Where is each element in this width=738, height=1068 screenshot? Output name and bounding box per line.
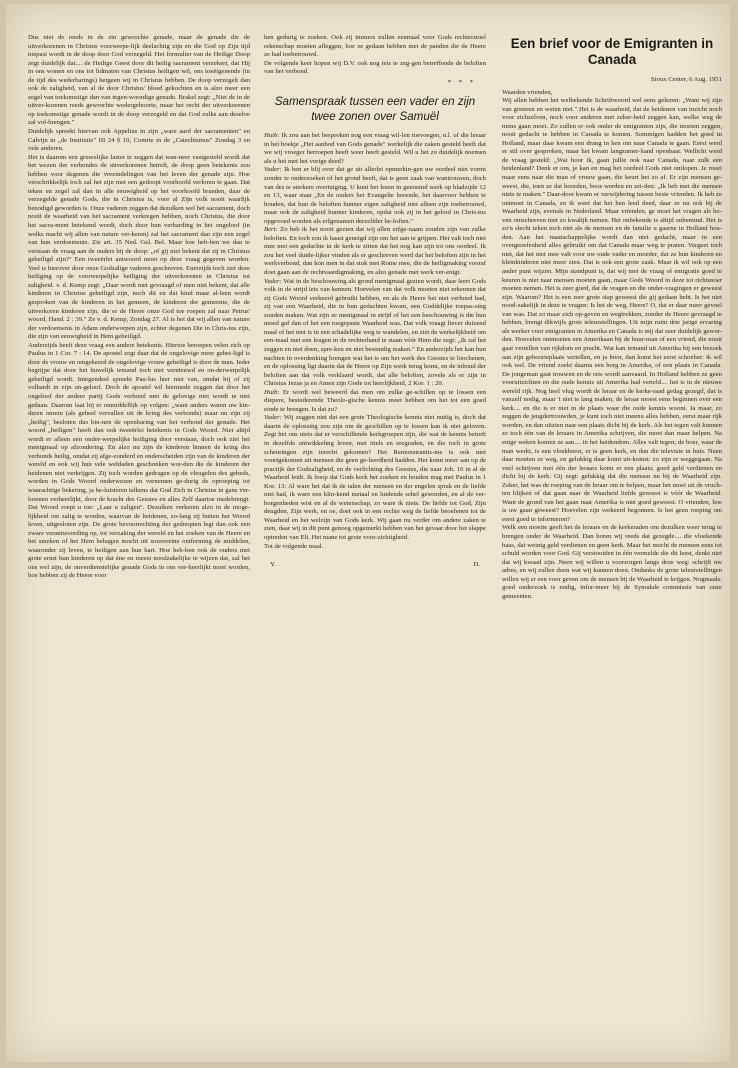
dialogue-line xyxy=(264,414,486,542)
dialogue-line xyxy=(264,278,486,389)
speaker-text: Ik ben er blij over dat ge uit allerlei opmerkin-gen uw oordeel niet vormt zonder te onderzoeken of het grond heeft, dat is geen zaak van wantrouwen, doch van des te sterkere overtuiging. U kunt het lezen in genoemd werk op bladzijde 12 en 13, waar staat „En de ouders het Evangelie horende, het daarvoor hebben te houden, dat hun de beloften hunner eigen zaligheid niet alleen zijn toebetrouwd, maar ook de zaligheid hunner kinderen, opdat ook zij in het geloof in Chris-tus opgevoed worden als erfgenamen derzelfder be-loften." xyxy=(264,166,486,225)
paragraph: Dus niet de reeds in de zin gewrochte genade, maar de genade die de uitverkorenen in Christus voorwerpe-lijk deelachtig zijn en die God op Zijn tijd toepast wordt in de doop door God verzegeld. Het formulier van de Heilige Doop zegt duidelijk dat.... de Heilige Geest door dit heilig sacrament verzekert, dat Hij in ons wonen en ons tot lidmaten van Christus heiligen wil, ons toeëigenende (in de tijd des wederbarings) hetgeen wij in Christus hebben. De doop verzegelt dan ook de zaligheid, van al de door Christus' bloed gekochten en is alzo meer een zegel van toekomstige dan van tegen-woordige genade. Brakel zegt: „Niet de in de uitver-korenen reeds gewrochte wedergeboorte, maar het recht der uitverkorenen op toekomstige genade wordt in de doop verzegeld en dat God zulks aan deselve zal vol-brengen." xyxy=(28,34,250,127)
column-right xyxy=(502,34,722,1044)
newspaper-page xyxy=(6,4,730,1062)
dialogue xyxy=(264,132,486,551)
column-middle xyxy=(264,34,486,1044)
dialogue-line xyxy=(264,132,486,166)
signature-left: Y. xyxy=(270,561,276,569)
dialogue-line xyxy=(264,226,486,277)
article-title-emigranten: Een brief voor de Emigranten in Canada xyxy=(510,36,714,67)
speaker-name: Huib: xyxy=(264,132,280,140)
paragraph: hen gedurig te zoeken. Ook zij immers zullen eenmaal voor Gods rechterstoel rekenschap moeten afleggen, hoe ze gedaan hebben met de panden die de Heere ze had toebetrouwd. xyxy=(264,34,486,59)
dateline: Sioux Center, 6 Aug. 1951 xyxy=(650,76,722,83)
dialogue-line xyxy=(264,166,486,226)
speaker-text: Wat in de beschouwing als grond menigmaal gezien wordt, daar leert Gods volk in de strijd iets van kennen. Hoevelen van dat volk moeten niet erkennen dat zij Gods Woord verkeerd gebruikt hebben, en als de Heere het niet verhoed had, zij van een Waarheid, die in hun gedachten kwam, een Goddelijke toepas-sing zouden maken. Wat zijn ze menigmaal in strijd of het een beschouwing is die hun moed gaf dan of het een toegepaste Waarheid was. Dat volk vraagt liever duizend maal of het niet is in een schadelijke weg te wandelen, en ziet de werkelijkheid om een-maal met een leugen in de rechterhand te staan vóór Hem die zegt: „Ik zal het zeggen en niet doen, spre-ken en niet bestendig maken." En anderzijds het kan hun nachten in overdenking brengen wat het is om het werk des Geestes te loochenen, en de oplossing ligt daarin dat de Heere op Zijn werk terug komt, en de inhoud der beloften aan dat volk verklaard wordt, dat alle beloften, zovele als er zijn in Christus Jezus ja en Amen zijn Gode tot heerlijkheid, 2 Kor. 1 : 20. xyxy=(264,277,486,388)
speaker-text: Zo heb ik het nooit gezien dat wij allen erfge-naam zouden zijn van zulke beloften. En toch zou ik haast geneigd zijn om het aan te grijpen. Het valt toch niet mee met een gedachte in de kerk te zitten dat het nog kan zijn tot ons oordeel. Ik zou het veel duide-lijker vinden als er geschreven werd dat het beloften zijn in het werkverbond, dan kon men in dat stuk met Rome mee, die de heiligmaking vooraf doet gaan aan de rechtvaardigmaking, en alzo genade met werk ver-enigt. xyxy=(264,226,486,277)
speaker-name: Bert: xyxy=(264,226,278,234)
column-left xyxy=(28,34,250,1044)
speaker-text: Wij zeggen niet dat een grote Theologische kennis niet nuttig is, doch dat daarin de oplossing zou zijn om de geschillen op te lossen kan ik niet geloven. Zegt het ons niets dat er verschillende kerkgroepen zijn, die wat de kennis betreft in dezelfde ontwikkeling leven, met titels en eregraden, en die toch in grote scheuringen zijn terecht gekomen? Het Remonstrantis-me is ook niet voortgekomen uit mensen die geen ge-leerdheid hadden. Het komt meer aan op de practijk der Godzaligheid, en de verlichting des Geestes, die naar Joh. 16 in al de Waarheid leidt. Ik hoop dat Gods kerk het zoeken en houden mag met Paulus in 1 Kor. 13: Al ware het dat ik de talen der mensen en der engelen sprak en de liefde niet had, ik ware een klin-kend metaal en luidende schel geworden, en al de ver-borgenheden wist en al de wetenschap, zo ware ik niets. De liefde tot God, Zijn deugden, Zijn werk, en oe, doet ook in een rechte weg de liefde beoefenen tot de Waarheid en het welzijn van Gods kerk. Wij gaan nu verder om andere zaken te zien, daar wij in dit punt genoeg opgemerkt hebben van het gevaar door het slappe optreden van Eli. Het mane tot grote voor-zichtigheid. xyxy=(264,414,486,541)
speaker-name: Vader: xyxy=(264,277,282,285)
paragraph: Wij allen hebben het welbekende Schriftwoord wel eens gelezen: „Want wij zijn van gisteren en weten niet." Het is de waarheid, dat de heidenen van inzicht noch voor zichzelven, noch voor anderen met zeker-heid zeggen kan, welke weg de mens gaan moet. Zo zullen er ook onder de emigranten zijn, die moeten zeggen, nooit gedacht te hebben in Canada te komen. Sommigen hadden het goed in Holland, maar daar kwam een drang in hen om naar Canada te gaan. Eerst werd er stil over gesproken, maar het kwam langzamer-hand openbaar. Wellicht werd de vraag gesteld: „Wat hoor ik, gaan jullie ook naar Canada, naar zulk een heidenland? Denk er om, je kan en mag het oordeel Gods niet ontlopen. Je moet maar eens naar die man of vrouw gaan, die keurt het zo af. Er zijn mensen ge-weest, die, toen ze dat hoorden, boos werden en zei-den: „Ik heb met die mensen niets te maken." Daar-door kwam er verwijdering tussen beste vrienden. Ik heb ze ontmoet in Canada, en ik weet dat het hen leed deed, daar ze nu ook bij de Waarheid zijn, evenals in Nederland. Maar vrienden, ge moet het vragen als bo-ven omschreven niet zo kwalijk nemen. Het onbekende is altijd onbemind. Het is zo'n slecht teken toch niet als de mensen en de familie u gaarne in Holland hou-den. Aan het maatschappelijke wordt dan niet gedacht, maar in een overgeoefenheid alles gebruikt om dat Canada maar weg te praten. Vergeet toch niet, dat het niet mee valt voor uw oude vader en moeder, dat ze hun kinderen en kleinkinderen niet meer zien. Dat is ook een grote zaak. Maar ik wil ook op een ander punt wijzen. Mijn standpunt is, dat wij met de vraag of emigratie goed te keuren is niet naar mensen moeten gaan, maar Gods Woord in deze tot richtsnoer moeten nemen. Het is zeer goed, dat de vragen en die onder-vragingen er geweest zijn. Waarom? Het is een zeer grote stap geweest die gij gedaan hebt. Is het niet nood-zakelijk in deze te vragen: Is het de weg, Heere? O, dat er daar meer gevoel van was. Dat zo maar zich op-geven en wegtrekken, zonder de Heere gevraagd te hebben, brengt dikwijls grote teleurstellingen. Uit mijn ruim drie jarige ervaring als werker voor emigranten in Amerika en Canada is mij dat zeer duidelijk gewor-den. Hoevelen ontmoeten een Amerikaan bij de buur-man of een vriend, die nooit gaat vertellen van rijkdom en pracht. Wat kan iemand uit Amerika bij een bezoek aan zijn geboorteplaats vertellen, en ja hoor, dan komt het eerst schoeber: ik wil ook wel. De vriend zoekt daarna een borg in Amerika, of een plaats in Canada. De jongeman gaat trouwen en de reis wordt aanvaard. In Holland hebben ze geen vooruitzichten en die oude kennis uit Amerika had verteld.... het is in de nieuwe wereld rijk. Nog heel vlug wordt de leraar en de kerke-raad gedag gezegd, dat is vanzelf nodig, maar 't niet te lang maken, de leraar moest eens beginnen over een kerk.... en die is er niet in de plaats waar die oude kennis woont. Ja maar, zo zeggen de jeugdertrouwden, je kunt toch niet meenu alles hebben, eerst maar rijk worden, en dan uitzien naar een plaats dicht bij de kerk. Als het tegen valt kunnen ze toch één van de leraars in Amerika schrijven, die moet dan maar helpen. Na enige weken komen ze aan.... in het heidendom. Alles valt tegen; de boer, waar de man werkt, is een vloekbeest, er is geen kerk, en dan die televisie in huis. Neen daar moeten ze weg, en gelukkig daar komt uit-komst: zo zijn er weggegaan. Na veel schrijven met één der leraars komt er een plaats; goed geld verdienen en dicht bij de kerk. Gij zegt: gelukkig dat die mensen nu bij de Waarheid zijn. Zeker, het was de roeping van de leraar om te helpen, maar het moet uit de vruch-ten blijken of dat gaan naar de Waarheid liefde geweest is vóór de Waarheid. Want de grond van het gaan naar Amerika is niet goed geweest. O vrienden, hoe is uw gaan geweest? Hoevelen zijn verkeerd begonnen. Is het geen roeping om eerst goed te informeren? xyxy=(502,97,722,523)
dialogue-line xyxy=(264,543,486,552)
salutation: Waarden vrienden, xyxy=(502,88,553,96)
dialogue-line xyxy=(264,389,486,415)
speaker-text: Tot de volgende maal. xyxy=(264,542,324,550)
paragraph: Welk een moeite geeft het de leraars en de kerkeraden om dezulken weer terug te brengen onder de Waarheid. Dan horen wij reeds dat gezegde.... die vloekende baas, dat weinig geld verdienen en geen kerk. Maar het mocht de mensen eens tot schuld worden voor God. Gij verstooiden in één vermelde die dit leest, denkt niet dat wij kwaad zijn. Neen wij willen u voorzorgen langs deze weg: schrijft uw adres, en wij zullen doen wat wij kunnen doen. Ondanks de grote teleurstellingen willen wij er een voor geven om de mensen bij de Waarheid te krijgen. Nogmaals: goed onderzoek is nodig, infor-meer bij de Synodale commissie van onze gemeenten. xyxy=(502,524,722,600)
article-title-samenspraak: Samenspraak tussen een vader en zijn twee zonen over Samuël xyxy=(274,95,476,123)
paragraph: Duidelijk spreekt hiervan ook Appelius in zijn „ware aard der sacramenten" en Calvijn in „de Institutie" III 24 § 10, Comrie in de „Catechismus" Zondag 3 en vele anderen. xyxy=(28,128,250,153)
signature-line xyxy=(264,561,486,570)
paragraph: Het is daarom een gruwelijke laster te zeggen dat wan-neer vastgesteld wordt dat het wezen der verbondes de uitverkorenen betreft, de doop geen betekenis zou hebben voor degenen die vreemdelingen van het leven der genade zijn. Hoe verschrikkelijk toch zal het zijn met een gedoopt voorhoofd verloren te gaan. Dat teken en zegel zal dan in alle eeuwigheid op het voorhoofd branden, daar de verzegelde genade Gods, die in Christus is, voor al Zijn volk nooit waarlijk benodigd geworden is. Onze vaderen zeggen dat dezulken wel het sacrament, doch nooit de waarheid van het sacrament verkregen hebben, noch Christus, die door het sacra-ment betekend wordt, doch door hun verharding in het ongeloof (in welks macht wij allen van nature ver-keren) zal het sacrament dan zijn een zegel van hun verdoemenis. Zie art. 35 Ned. Gel. Bel. Maar hoe heb-ben we dan te verstaan de vraag aan de ouders bij de doop: „of gij niet bekent dat zij in Christus geheiligd zijn?" Een tweeërlei antwoord moet op deze vraag gegeven worden. Veel is hierover door onze Godzalige vaderen geschreven. Enerzijds toch ziet deze heiliging op de voorwerpelijke heiliging der uitverkorenen in Christus tot zaligheid. v. d. Kemp zegt: „Daar wordt niet gevraagd of men niet bekent, dat alle kinderen in Christus geheiligd zijn, noch dit en dat kind maar al-leen wordt gesproken van de kinderen in het gemeen, de kinderen der gemeente, die de uitverkoren kinderen zijn, die er de Heere onze God toe roepen zal naar Petrus' woord, Hand. 2 : 39." Ze v. d. Kemp, Zondag 27. Al is het dat wij allen van nature der verdoemenis in Adam onderworpen zijn, echter degenen Die in Chris-tus zijn, die zijn van eeuwigheid in Hem geheiligd. xyxy=(28,153,250,341)
speaker-name: Vader: xyxy=(264,414,282,422)
paragraph: De volgende keer hopen wij D.V. ook nog iets te zeg-gen betreffende de beloften van het verbond. xyxy=(264,59,486,76)
paragraph: Anderzijds heeft deze vraag een andere betekenis. Hiertoe beroepen velen zich op Paulus in 1 Cor. 7 : 14. De apostel zegt daar dat de ongelovige meer gehei-ligd is door de vrouw en omgekeerd de ongelovige vrouw geheiligd is door de man. Ieder begrijpe dat door het huwelijk iemand toch niet vernieuwd en on-derwerpelijk geheiligd wordt. Integendeel spreekt Pau-lus hier niet van, omdat hij of zij volhardt in zijn on-geloof. Doch de apostel wil hiermede zeggen dat door het ongeloof der andere partij Gods verbond met de gelovige niet wordt te niet gedaan. Daarom laat hij er onmiddellijk op volgen: „want anders waren uw kin-deren onrein (als geheel vervallen uit de kring des verbonds) maar nu zijn zij „heilig", besloten dus bin-nen de openbaring van het verbond der genade. Het woord „heiligen" heeft dan ook tweeërlei betekenis in Gods Woord. Niet altijd wordt er alleen een onder-werpelijke heiliging door verstaan, doch ook ziet het menigmaal op afzondering. En alzo nu zijn de kinderen binnen de kring des verbonds heilig, omdat zij afge-zonderd en onderscheiden zijn van de kinderen der wereld en ook wij hun vele weldaden geschonken wor-den die de kinderen der heidenen niet verkrijgen. Zij toch worden gedragen op de vleugelen des gebeds, worden in Gods Woord onderwezen en vernemen ge-durig de oproeping tot waarachtige bekering, ja be-luisteren telkens dat God Zich in Christus in gans ver-lorenen verheerlijkt, door de kracht des Geestes en alles Zelf daartoe medebrengt. Dat Woord roept u toe: „Laat u zaligen". Dezulken verkeren alzo in de moge-lijkheid om zalig te worden, waarvan de heidenen, zo-lang zij buiten het Woord leven, uitgesloten zijn. De grote bevoorrechting der gedoopten legt dan ook een zware verantwoording op, tot verzaking der wereld en het zoeken van de Heere en het smeken of het Hem behagen mocht uit souvereine ontferming de middelen, waaronder zij leven, te heiligen aan hun hart. Hoe heb-ben ook de ouders met grote ernst hun kinderen op dat éne en meest noodzakelijke te wijzen dat, zal het ons wel zijn, de onverdienstelijke genade Gods in ons ver-heerlijkt moet worden, hoe hebben zij de Heere voor xyxy=(28,341,250,580)
speaker-name: Huib: xyxy=(264,388,280,396)
speaker-text: Ik zou aan het besproken nog een vraag wil-len toevoegen, n.l. of die leraar in het boekje „Het aanbod van Gods genade" werkelijk die zaken gesteld heeft dat we wij vroeger herroepen heeft weer heeft gesteld. Wil u het zo duidelijk noemen als u het met het vorige deed? xyxy=(264,132,486,165)
section-separator: * * * xyxy=(447,78,476,86)
speaker-name: Vader: xyxy=(264,166,282,174)
signature-right: D. xyxy=(473,561,480,569)
speaker-text: Er wordt wel beweerd dat men om zulke ge-schillen op te lossen een diepere, bestuderende Theolo-gische kennis moet hebben om het tot een goed einde te brengen. Is dat zo? xyxy=(264,388,486,413)
